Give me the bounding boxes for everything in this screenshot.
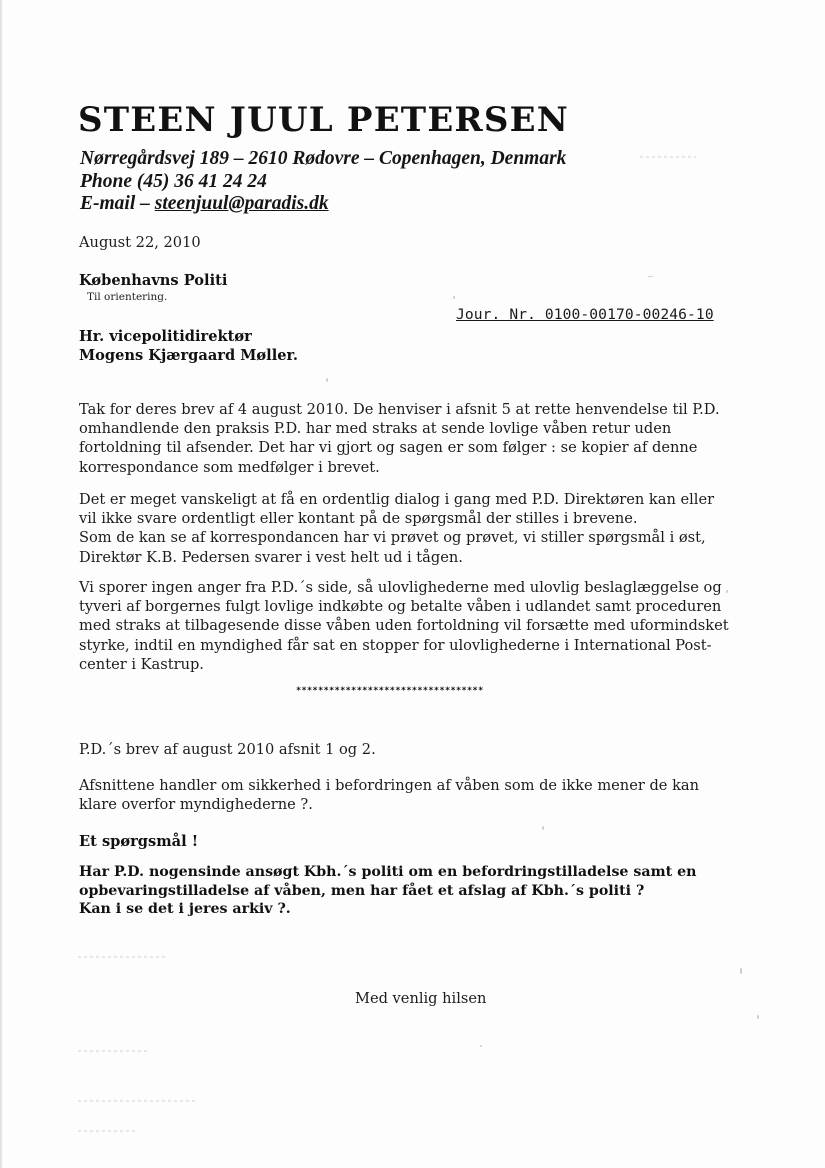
scan-ghost xyxy=(78,1130,138,1132)
scan-ghost xyxy=(78,1050,148,1052)
paragraph-3 xyxy=(79,578,759,674)
paragraph-line: med straks at tilbagesende disse våben uden fortoldning vil forsætte med uformindsket xyxy=(79,617,729,635)
recipient-organization: Københavns Politi xyxy=(79,272,228,289)
asterisk-divider: ********************************** xyxy=(296,686,484,696)
scan-speck xyxy=(648,276,653,277)
scan-ghost xyxy=(78,1100,198,1102)
letter-date: August 22, 2010 xyxy=(79,234,201,251)
question-line: opbevaringstilladelse af våben, men har fået et afslag af Kbh.´s politi ? xyxy=(79,882,645,899)
scan-speck xyxy=(326,378,328,382)
journal-number: Jour. Nr. 0100-00170-00246-10 xyxy=(456,306,714,323)
paragraph-line: center i Kastrup. xyxy=(79,655,204,673)
question-line: Kan i se det i jeres arkiv ?. xyxy=(79,901,291,918)
scan-speck xyxy=(740,968,742,974)
paragraph-2 xyxy=(79,490,759,567)
addressee-title: Hr. vicepolitidirektør xyxy=(79,328,252,345)
question-line: Har P.D. nogensinde ansøgt Kbh.´s politi om en befordringstilladelse samt en xyxy=(79,864,697,880)
sender-email-link[interactable]: steenjuul@paradis.dk xyxy=(154,193,329,214)
paragraph-line: klare overfor myndighederne ?. xyxy=(79,796,313,814)
paragraph-4 xyxy=(79,776,759,814)
scan-speck xyxy=(480,1045,482,1047)
paragraph-line: Vi sporer ingen anger fra P.D.´s side, så ulovlighederne med ulovlig beslaglæggelse og xyxy=(79,579,722,596)
paragraph-line: Som de kan se af korrespondancen har vi prøvet og prøvet, vi stiller spørgsmål i øst, xyxy=(79,529,706,547)
pd-letter-reference: P.D.´s brev af august 2010 afsnit 1 og 2. xyxy=(79,741,376,758)
scan-speck xyxy=(757,1015,759,1019)
scan-ghost xyxy=(640,156,696,158)
sender-name: STEEN JUUL PETERSEN xyxy=(78,100,570,140)
paragraph-line: Det er meget vanskeligt at få en ordentlig dialog i gang med P.D. Direktøren kan eller xyxy=(79,491,715,508)
paragraph-line: omhandlende den praksis P.D. har med straks at sende lovlige våben retur uden xyxy=(79,420,672,438)
scan-edge xyxy=(0,0,3,1168)
scan-ghost xyxy=(78,956,168,958)
sender-phone: Phone (45) 36 41 24 24 xyxy=(80,171,267,192)
paragraph-line: styrke, indtil en myndighed får sat en stopper for ulovlighederne i International Post- xyxy=(79,636,712,654)
paragraph-line: vil ikke svare ordentligt eller kontant på de spørgsmål der stilles i brevene. xyxy=(79,510,638,528)
paragraph-line: Tak for deres brev af 4 august 2010. De henviser i afsnit 5 at rette henvendelse til P.D. xyxy=(79,401,720,418)
paragraph-1 xyxy=(79,400,759,477)
scan-speck xyxy=(542,826,544,830)
paragraph-line: fortoldning til afsender. Det har vi gjort og sagen er som følger : se kopier af denne xyxy=(79,439,698,457)
questions-block xyxy=(79,863,696,919)
paragraph-line: Direktør K.B. Pedersen svarer i vest helt ud i tågen. xyxy=(79,548,463,566)
scan-speck xyxy=(453,296,455,299)
sender-address: Nørregårdsvej 189 – 2610 Rødovre – Copenhagen, Denmark xyxy=(80,148,567,169)
paragraph-line: korrespondance som medfølger i brevet. xyxy=(79,458,380,476)
recipient-note: Til orientering. xyxy=(87,291,168,303)
sender-email-line xyxy=(80,193,329,215)
addressee-name: Mogens Kjærgaard Møller. xyxy=(79,347,298,364)
sender-email-prefix: E-mail – xyxy=(80,193,155,214)
scan-speck xyxy=(726,590,728,593)
paragraph-line: Afsnittene handler om sikkerhed i befordringen af våben som de ikke mener de kan xyxy=(79,777,700,794)
question-heading: Et spørgsmål ! xyxy=(79,833,199,850)
closing-salutation: Med venlig hilsen xyxy=(355,990,487,1007)
paragraph-line: tyveri af borgernes fulgt lovlige indkøbte og betalte våben i udlandet samt proceduren xyxy=(79,598,722,616)
